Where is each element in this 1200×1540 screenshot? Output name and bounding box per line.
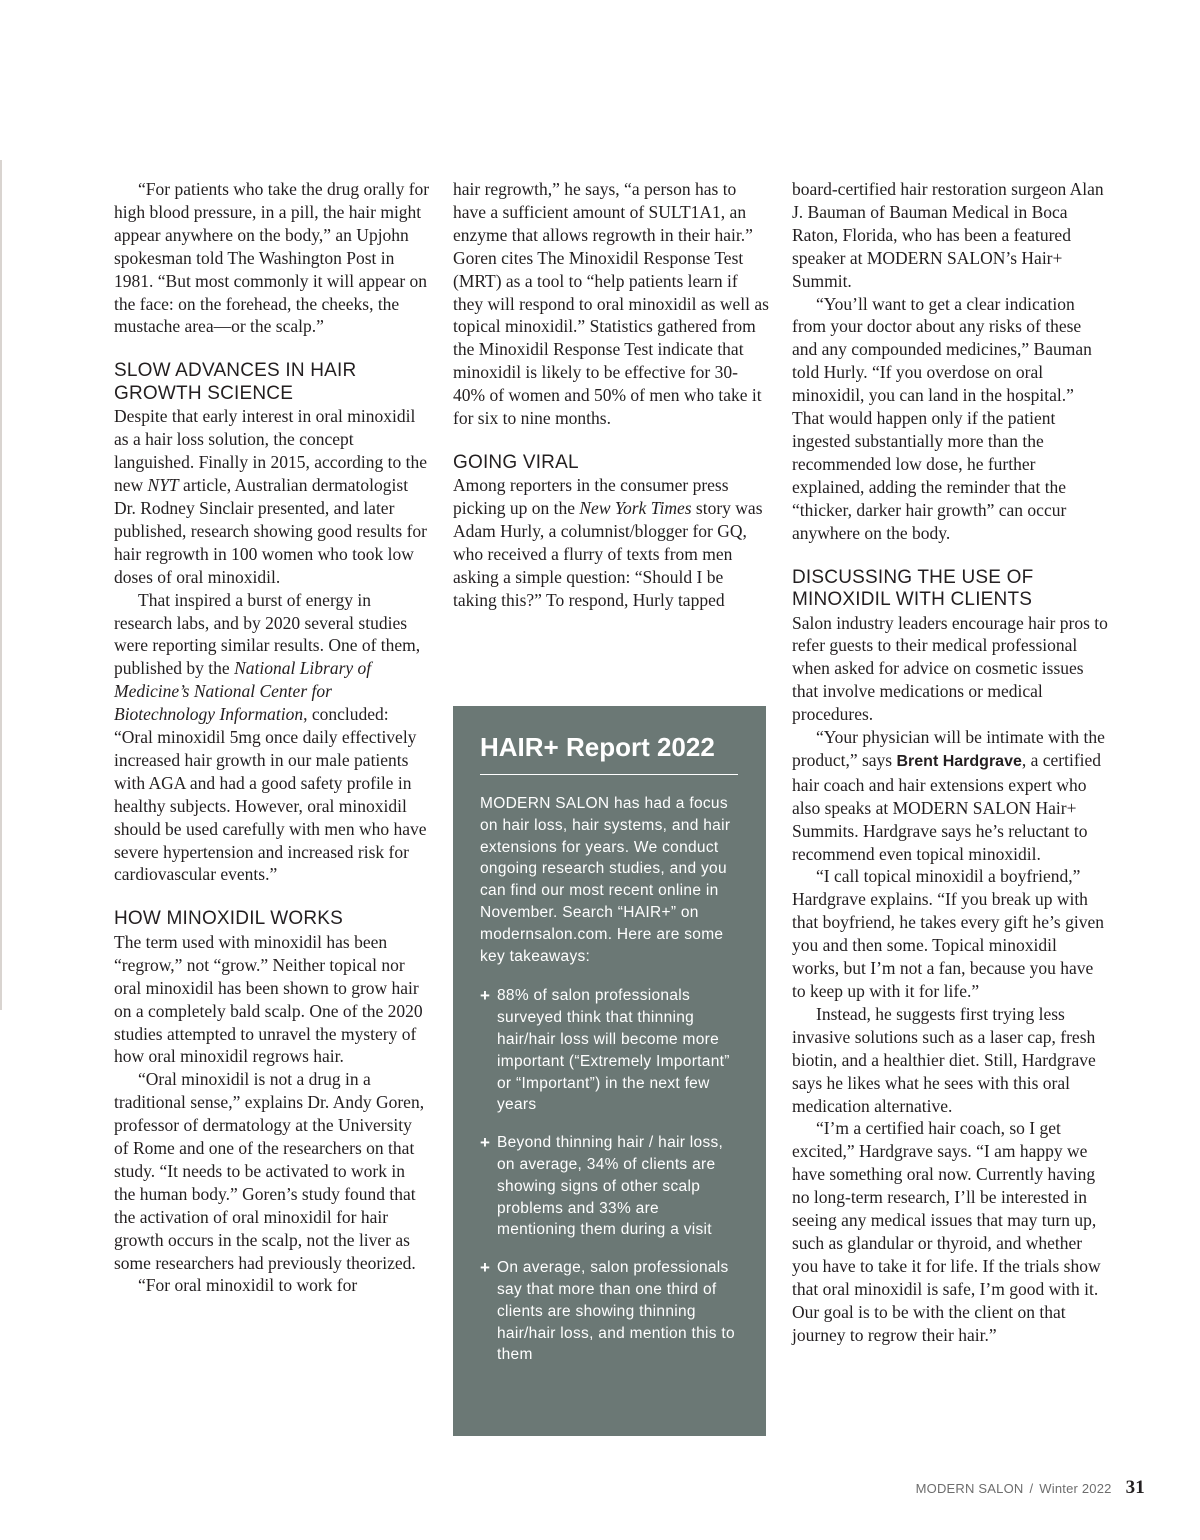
paragraph: “I’m a certified hair coach, so I get excited,” Hardgrave says. “I am happy we have something oral now. Currently having no long-term research, I’ll be interested in seeing any medical issues that may turn up, such as glandular or thyroid, and whether you have to take it for life. If the trials show that oral minoxidil is safe, I’m good with it. Our goal is to be with the client on that journey to regrow their hair.” bbox=[792, 1118, 1101, 1345]
plus-icon: + bbox=[480, 1133, 491, 1153]
paragraph: “For oral minoxidil to work for bbox=[138, 1275, 358, 1296]
hair-plus-report-sidebar bbox=[453, 706, 766, 1436]
paragraph: The term used with minoxidil has been “regrow,” not “grow.” Neither topical nor oral minoxidil has been shown to grow hair on a completely bald scalp. One of the 2020 studies attempted to unravel the mystery of how oral minoxidil regrows hair. bbox=[114, 931, 423, 1067]
section-heading: HOW MINOXIDIL WORKS bbox=[114, 908, 343, 930]
paragraph: “You’ll want to get a clear indication from your doctor about any risks of these and any compounded medicines,” Bauman told Hurly. “If you overdose on oral minoxidil, you can land in the hospital.” That would happen only if the patient ingested substantially more than the recommended low dose, he further explained, adding the reminder that the “thicker, darker hair growth” can occur anywhere on the body. bbox=[792, 293, 1092, 543]
magazine-name: MODERN SALON bbox=[915, 1481, 1024, 1496]
paragraph: That inspired a burst of energy in research labs, and by 2020 several studies were reporting similar results. One of them, published by the National Library of Medicine’s National Center for Biotechnology Information, concluded: “Oral minoxidil 5mg once daily effectively increased hair growth in our male patients with AGA and had a good safety profile in healthy subjects. However, oral minoxidil should be used carefully with men who have severe hypertension and increased risk for cardiovascular events.” bbox=[114, 589, 427, 885]
paragraph: “I call topical minoxidil a boyfriend,” Hardgrave explains. “If you break up with that boyfriend, he takes every gift he’s given you and then some. Topical minoxidil works, but I’m not a fan, because you have to keep up with it for life.” bbox=[792, 866, 1104, 1001]
page-footer bbox=[916, 1477, 1145, 1499]
paragraph: Among reporters in the consumer press picking up on the New York Times story was Adam Hurly, a columnist/blogger for GQ, who received a flurry of texts from men asking a simple question: “Should I be taking this?” To respond, Hurly tapped bbox=[453, 475, 763, 610]
list-item: + Beyond thinning hair / hair loss, on average, 34% of clients are showing signs of other scalp problems and 33% are mentioning them during a visit bbox=[480, 1133, 724, 1239]
brent-hardgrave-name: Brent Hardgrave bbox=[896, 752, 1022, 770]
list-item: + 88% of salon professionals surveyed think that thinning hair/hair loss will become more important (“Extremely Important” or “Important”) in the next few years bbox=[480, 986, 730, 1114]
issue-label: Winter 2022 bbox=[1039, 1481, 1112, 1496]
paragraph: “For patients who take the drug orally for high blood pressure, in a pill, the hair might appear anywhere on the body,” an Upjohn spokesman told The Washington Post in 1981. “But most commonly it will appear on the face: on the forehead, the cheeks, the mustache area—or the scalp.” bbox=[114, 179, 430, 337]
takeaways-list bbox=[480, 985, 738, 1366]
paragraph: “Your physician will be intimate with the product,” says Brent Hardgrave, a certified hair coach and hair extensions expert who also speaks at MODERN SALON Hair+ Summits. Hardgrave says he’s reluctant to recommend even topical minoxidil. bbox=[792, 727, 1105, 864]
sidebar-title: HAIR+ Report 2022 bbox=[480, 730, 738, 775]
plus-icon: + bbox=[480, 986, 491, 1006]
paragraph: “Oral minoxidil is not a drug in a traditional sense,” explains Dr. Andy Goren, professor of dermatology at the University of Rome and one of the researchers on that study. “It needs to be activated to work in the human body.” Goren’s study found that the activation of oral minoxidil for hair growth occurs in the scalp, not the liver as some researchers had previously theorized. bbox=[114, 1069, 425, 1273]
plus-icon: + bbox=[480, 1258, 491, 1278]
page-number: 31 bbox=[1125, 1477, 1145, 1498]
footer-separator: / bbox=[1029, 1481, 1034, 1496]
section-heading: SLOW ADVANCES IN HAIR GROWTH SCIENCE bbox=[114, 360, 357, 404]
paragraph: Salon industry leaders encourage hair pros to refer guests to their medical professional when asked for advice on cosmetic issues that involve medications or medical procedures. bbox=[792, 612, 1108, 725]
page-edge-shadow bbox=[0, 160, 2, 1010]
paragraph: board-certified hair restoration surgeon Alan J. Bauman of Bauman Medical in Boca Raton, Florida, who has been a featured speaker at MODERN SALON’s Hair+ Summit. bbox=[792, 179, 1104, 291]
paragraph: Instead, he suggests first trying less invasive solutions such as a laser cap, fresh biotin, and a healthier diet. Still, Hardgrave says he likes what he sees with this oral medication alternative. bbox=[792, 1003, 1096, 1116]
section-heading: DISCUSSING THE USE OF MINOXIDIL WITH CLIENTS bbox=[792, 566, 1034, 610]
paragraph: Despite that early interest in oral minoxidil as a hair loss solution, the concept languished. Finally in 2015, according to the new NYT article, Australian dermatologist Dr. Rodney Sinclair presented, and later published, research showing good results for hair regrowth in 100 women who took low doses of oral minoxidil. bbox=[114, 406, 428, 587]
sidebar-intro: MODERN SALON has had a focus on hair loss, hair systems, and hair extensions for years. We conduct ongoing research studies, and you can find our most recent online in November. Search “HAIR+” on modernsalon.com. Here are some key takeaways: bbox=[480, 795, 731, 965]
article-column-3 bbox=[792, 178, 1108, 1347]
paragraph: hair regrowth,” he says, “a person has to have a sufficient amount of SULT1A1, an enzyme that allows regrowth in their hair.” Goren cites The Minoxidil Response Test (MRT) as a tool to “help patients learn if they will respond to oral minoxidil as well as topical minoxidil.” Statistics gathered from the Minoxidil Response Test indicate that minoxidil is likely to be effective for 30-40% of women and 50% of men who take it for six to nine months. bbox=[453, 179, 769, 429]
article-column-2 bbox=[453, 178, 769, 612]
article-column-1 bbox=[114, 178, 430, 1297]
list-item: + On average, salon professionals say that more than one third of clients are showing thinning hair/hair loss, and mention this to them bbox=[480, 1258, 735, 1364]
section-heading: GOING VIRAL bbox=[453, 451, 579, 473]
